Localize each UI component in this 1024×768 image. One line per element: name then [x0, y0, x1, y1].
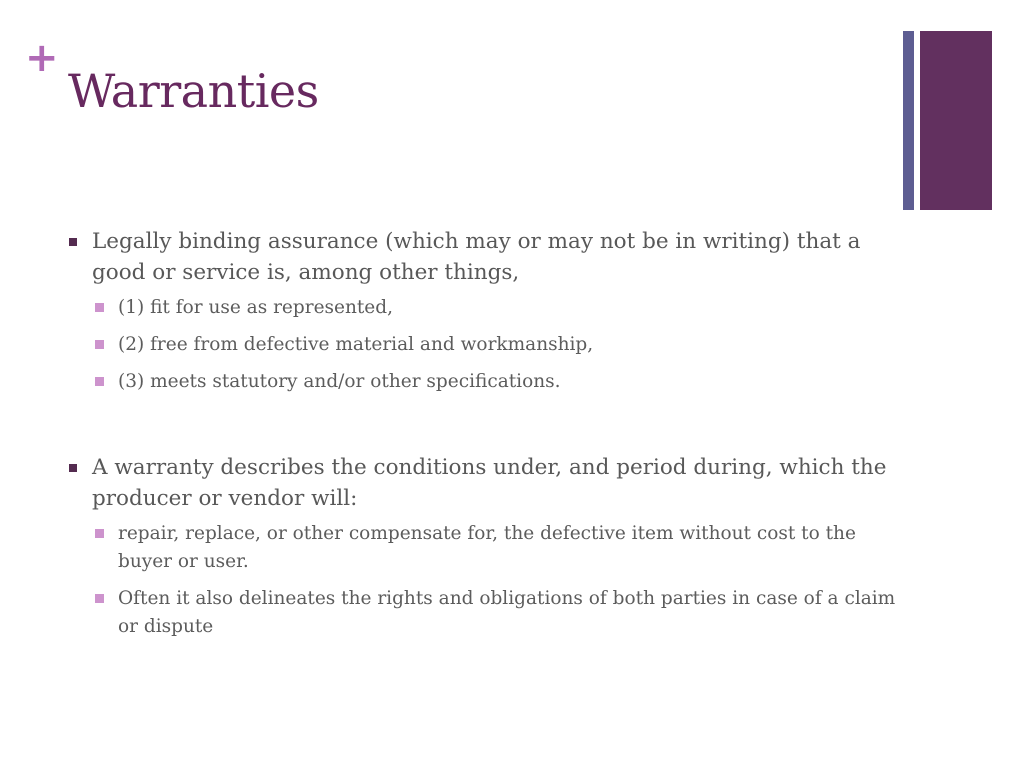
- square-bullet-icon: [95, 377, 104, 386]
- sub-bullet-list: [92, 294, 898, 396]
- sub-bullet-text: (1) fit for use as represented,: [118, 297, 393, 318]
- square-bullet-icon: [95, 340, 104, 349]
- sub-bullet-text: repair, replace, or other compensate for, the defective item without cost to the buyer or user.: [118, 523, 856, 572]
- square-bullet-icon: [95, 303, 104, 312]
- bullet-text: Legally binding assurance (which may or may not be in writing) that a good or service is, among other things,: [92, 229, 861, 285]
- sub-bullet-item: [92, 331, 898, 359]
- sub-bullet-item: [92, 520, 898, 576]
- sub-bullet-text: Often it also delineates the rights and obligations of both parties in case of a claim or dispute: [118, 588, 896, 637]
- square-bullet-icon: [69, 238, 77, 246]
- sub-bullet-item: [92, 294, 898, 322]
- slide-title: Warranties: [68, 64, 319, 118]
- slide-body: [68, 226, 898, 650]
- plus-icon: +: [25, 35, 59, 81]
- sub-bullet-item: [92, 585, 898, 641]
- bullet-list: [68, 226, 898, 641]
- accent-bar-thick: [920, 31, 992, 210]
- sub-bullet-item: [92, 368, 898, 396]
- square-bullet-icon: [95, 529, 104, 538]
- bullet-item: [68, 226, 898, 396]
- bullet-item: [68, 452, 898, 641]
- sub-bullet-list: [92, 520, 898, 641]
- sub-bullet-text: (2) free from defective material and workmanship,: [118, 334, 594, 355]
- bullet-text: A warranty describes the conditions under, and period during, which the producer or vendor will:: [92, 455, 887, 511]
- square-bullet-icon: [69, 464, 77, 472]
- accent-bar-thin: [903, 31, 914, 210]
- sub-bullet-text: (3) meets statutory and/or other specifications.: [118, 371, 561, 392]
- square-bullet-icon: [95, 594, 104, 603]
